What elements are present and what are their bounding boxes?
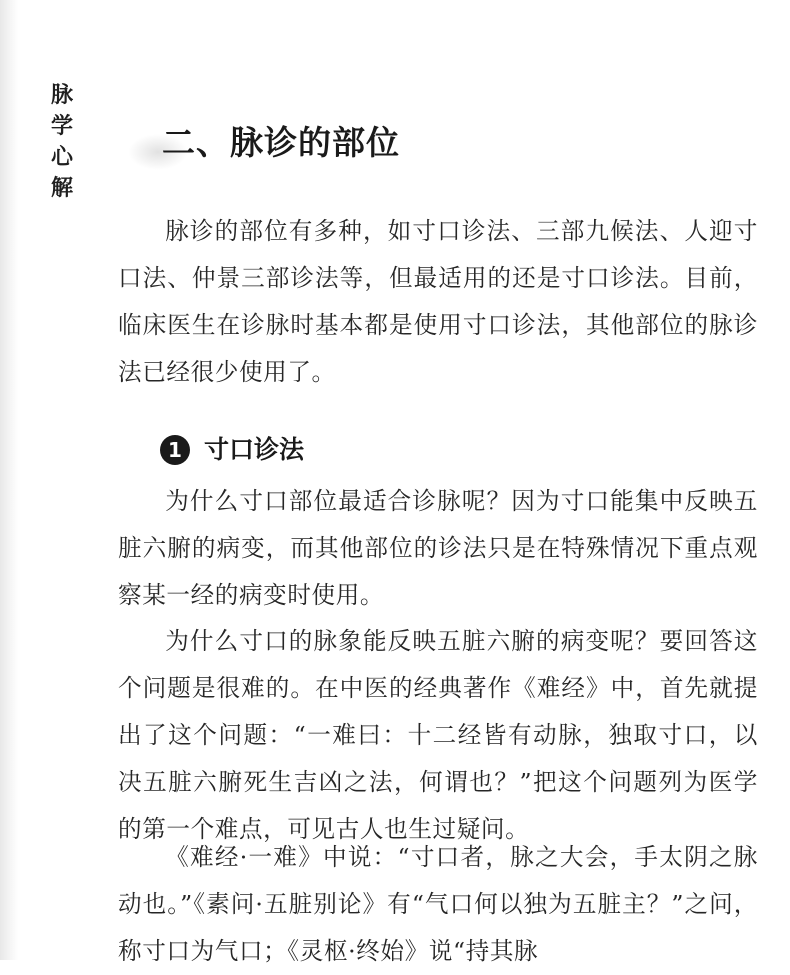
body-paragraph: 为什么寸口部位最适合诊脉呢？因为寸口能集中反映五脏六腑的病变，而其他部位的诊法只是在特殊情况下重点观察某一经的病变时使用。 bbox=[118, 487, 758, 609]
subsection-heading bbox=[160, 430, 304, 470]
running-title-char: 解 bbox=[50, 176, 73, 201]
section-heading: 二、脉诊的部位 bbox=[162, 118, 400, 168]
running-book-title bbox=[48, 80, 76, 204]
running-title-char: 心 bbox=[50, 145, 73, 170]
subsection-title: 寸口诊法 bbox=[204, 435, 305, 464]
running-title-char: 学 bbox=[50, 114, 73, 139]
running-title-char: 脉 bbox=[50, 83, 73, 108]
number-badge-icon: 1 bbox=[160, 435, 190, 465]
body-paragraph: 为什么寸口的脉象能反映五脏六腑的病变呢？要回答这个问题是很难的。在中医的经典著作《难经》中，首先就提出了这个问题：“一难曰：十二经皆有动脉，独取寸口，以决五脏六腑死生吉凶之法，何谓也？”把这个问题列为医学的第一个难点，可见古人也生过疑问。 bbox=[118, 627, 758, 843]
intro-paragraph: 脉诊的部位有多种，如寸口诊法、三部九候法、人迎寸口法、仲景三部诊法等，但最适用的还是寸口诊法。目前，临床医生在诊脉时基本都是使用寸口诊法，其他部位的脉诊法已经很少使用了。 bbox=[118, 217, 758, 386]
body-paragraph: 《难经·一难》中说：“寸口者，脉之大会，手太阴之脉动也。”《素问·五脏别论》有“气口何以独为五脏主？”之问，称寸口为气口；《灵枢·终始》说“持其脉 bbox=[118, 843, 758, 965]
page-edge-shadow bbox=[0, 0, 18, 960]
